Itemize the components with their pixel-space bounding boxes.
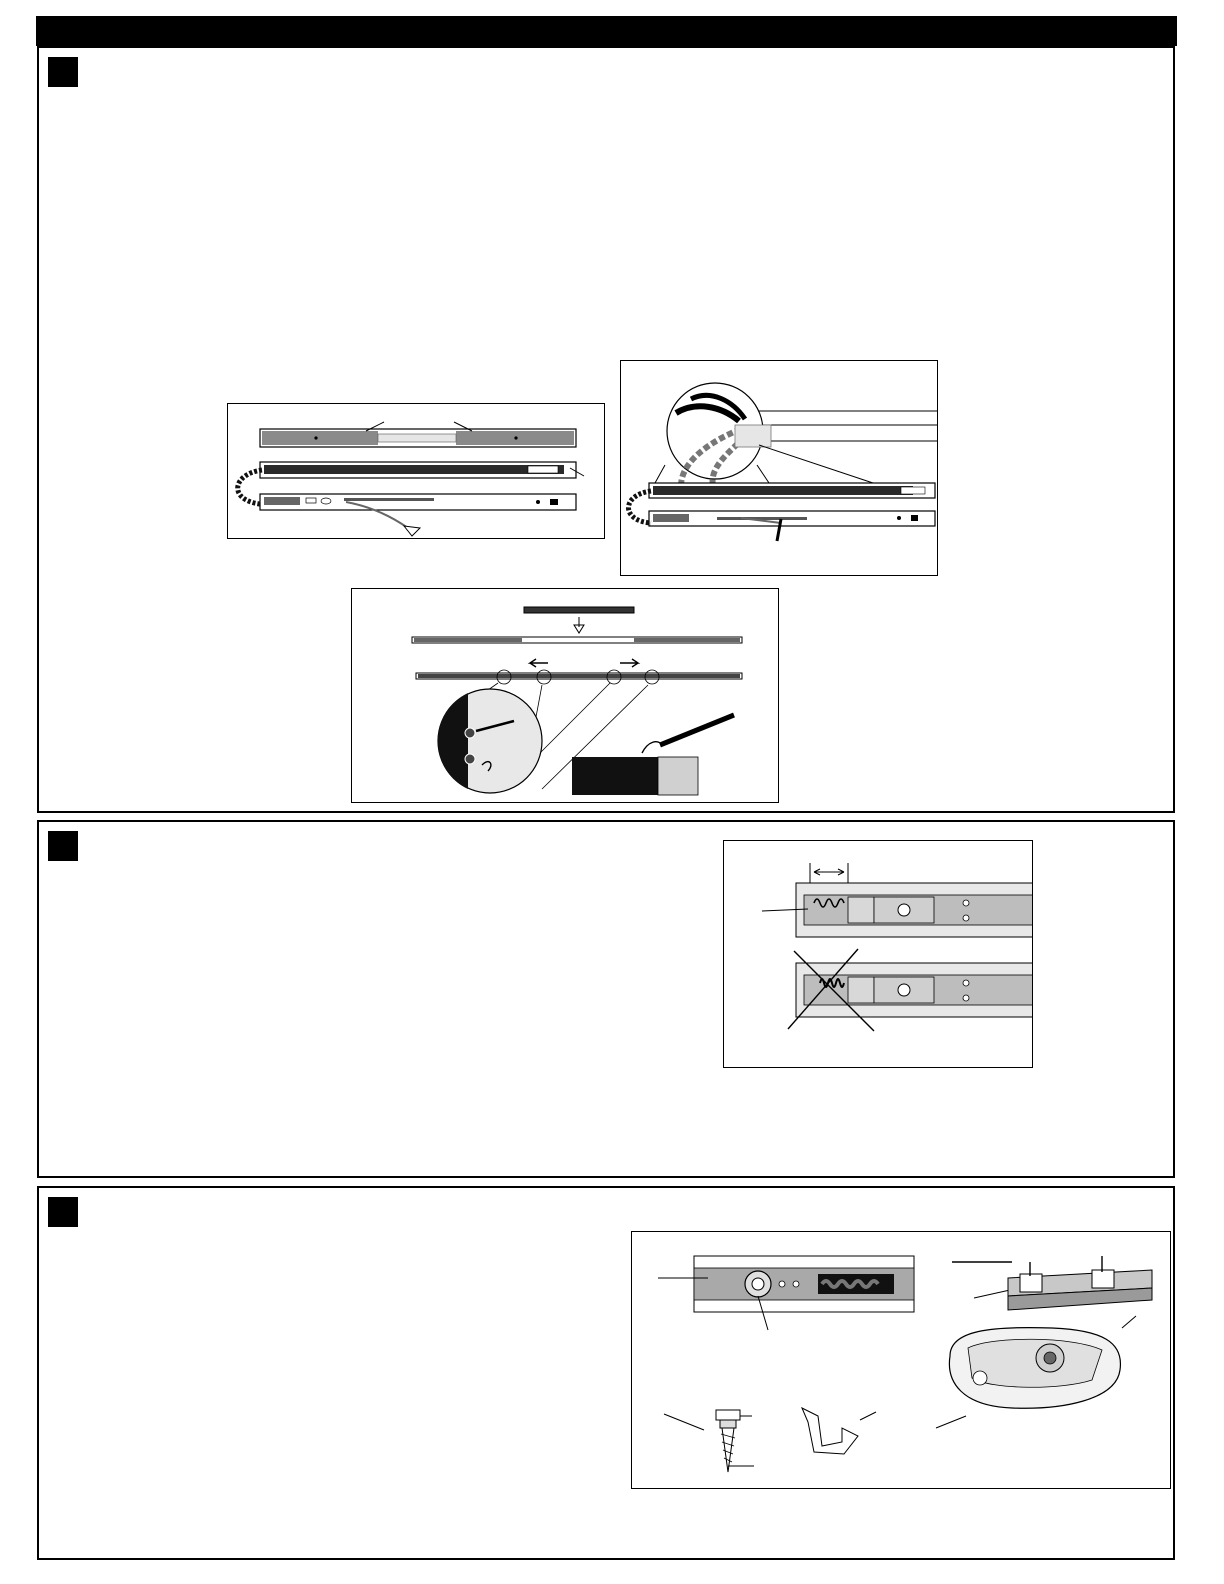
motor-mount-figure: [631, 1231, 1171, 1489]
arrow-left-icon: [530, 659, 548, 667]
pliers-chain-illustration: [621, 361, 938, 576]
pliers-chain-figure: [620, 360, 938, 576]
step-section-2: [37, 820, 1175, 1178]
motor-mount-illustration: [632, 1232, 1171, 1489]
step-number-box: [48, 831, 78, 861]
step-section-1: [37, 46, 1175, 813]
rail-chain-illustration: [228, 404, 605, 539]
arrow-down-icon: [574, 617, 584, 633]
step-section-3: [37, 1186, 1175, 1560]
spring-tension-illustration: [724, 841, 1033, 1068]
rail-assembly-figure: [351, 588, 779, 803]
step-number-box: [48, 1197, 78, 1227]
rail-chain-figure: [227, 403, 605, 539]
step-number-box: [48, 57, 78, 87]
spring-tension-figure: [723, 840, 1033, 1068]
header-bar: [36, 16, 1177, 46]
rail-assembly-illustration: [352, 589, 779, 803]
arrow-right-icon: [620, 659, 638, 667]
